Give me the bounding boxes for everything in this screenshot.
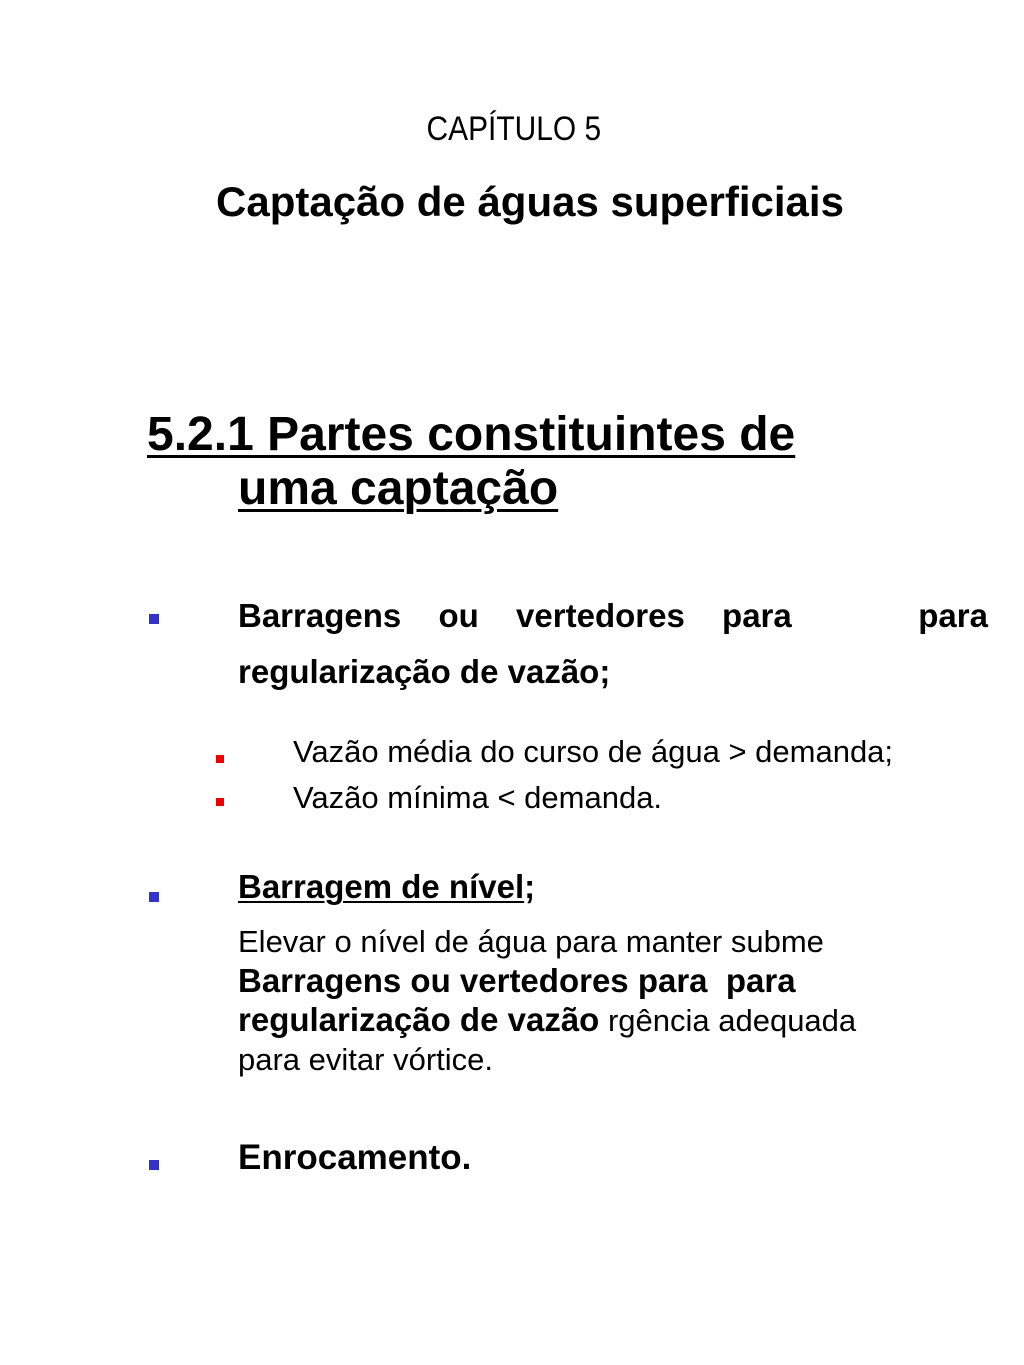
item2-bold-line2: Barragens ou vertedores para para [238, 962, 796, 999]
item1-word: ou [438, 597, 479, 634]
page-title: Captação de águas superficiais [216, 178, 844, 225]
section-heading-line2: uma captação [238, 462, 559, 515]
bullet-square-icon [149, 1160, 159, 1170]
item2-text-line4: para evitar vórtice. [238, 1042, 493, 1077]
item2-description [238, 922, 958, 1079]
item2-heading: Barragem de nível [238, 868, 525, 905]
item2-text-line3-tail: rgência adequada [599, 1003, 857, 1038]
chapter-label: CAPÍTULO 5 [426, 110, 602, 148]
sub-bullet-square-icon [216, 798, 224, 806]
bullet-square-icon [149, 614, 159, 624]
item1-word: para [918, 597, 988, 634]
item1-line1 [238, 588, 988, 644]
sub-bullet-square-icon [216, 755, 224, 763]
item1-word: para [722, 597, 792, 634]
bullet-square-icon [149, 892, 159, 902]
list-item-enrocamento: Enrocamento. [238, 1138, 472, 1177]
item2-bold-line3: regularização de vazão [238, 1001, 600, 1038]
section-heading-line1: 5.2.1 Partes constituintes de [147, 408, 796, 461]
list-item-barragens [238, 588, 988, 700]
item2-heading-suffix: ; [524, 868, 536, 905]
sub-item-vazao-minima: Vazão mínima < demanda. [293, 780, 663, 815]
list-item-barragem-nivel [238, 868, 535, 906]
section-heading [147, 408, 987, 516]
item1-word: Barragens [238, 597, 402, 634]
item2-text-line1: Elevar o nível de água para manter subme [238, 924, 824, 959]
sub-item-vazao-media: Vazão média do curso de água > demanda; [293, 734, 894, 769]
item1-line2: regularização de vazão; [238, 653, 611, 690]
item1-word: vertedores [516, 597, 685, 634]
